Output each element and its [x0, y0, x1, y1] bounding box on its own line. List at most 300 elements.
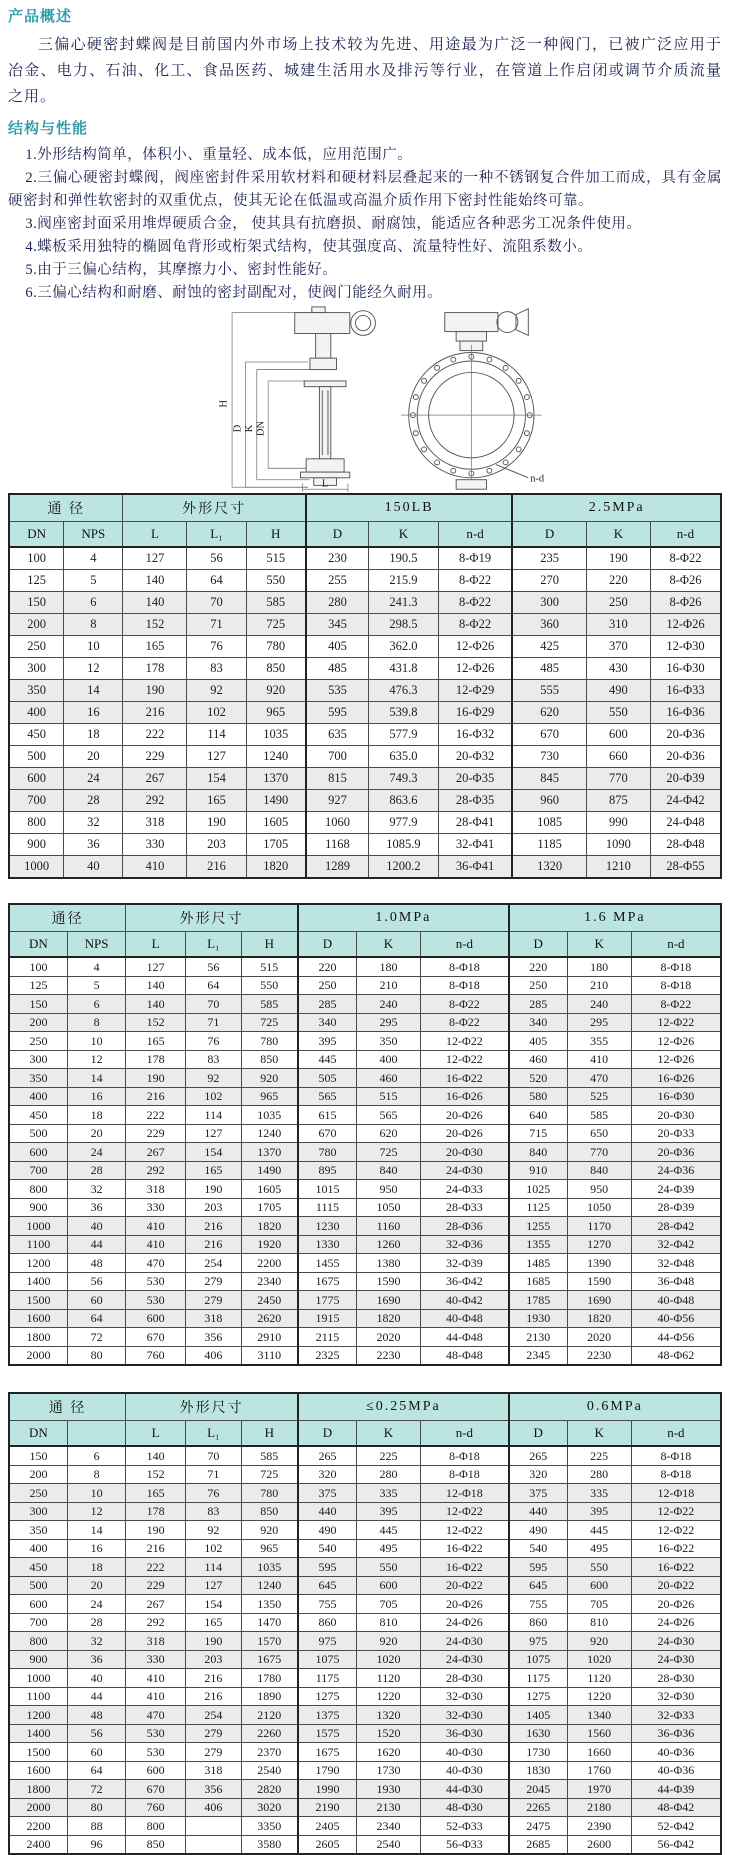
dim-label-h: H: [218, 399, 230, 408]
table-cell: 14: [64, 680, 123, 702]
table-cell: 16: [67, 1087, 125, 1106]
table-cell: 600: [9, 1143, 67, 1162]
table-cell: 8-Φ18: [631, 1446, 721, 1465]
table-cell: 241.3: [369, 592, 439, 614]
table-cell: 254: [186, 1254, 242, 1273]
table-cell: 1820: [567, 1309, 631, 1328]
table-cell: 24-Φ30: [420, 1650, 508, 1669]
table-cell: 1690: [356, 1291, 420, 1310]
table-cell: 375: [509, 1484, 567, 1503]
table-row: [9, 1706, 721, 1725]
table-cell: 550: [241, 976, 298, 995]
dimensions-table-150lb-25mpa: [8, 493, 722, 879]
table-cell: 670: [512, 724, 586, 746]
table-cell: 860: [298, 1613, 356, 1632]
table-cell: 1780: [241, 1669, 298, 1688]
table-cell: 96: [67, 1835, 125, 1854]
column-group-header: 通 径: [9, 494, 123, 522]
table-row: [9, 1687, 721, 1706]
table-cell: 410: [126, 1687, 186, 1706]
table-cell: 1185: [512, 834, 586, 856]
table-cell: 670: [298, 1124, 356, 1143]
table-cell: 863.6: [369, 790, 439, 812]
table-cell: 190: [123, 680, 187, 702]
table-cell: 2325: [298, 1346, 356, 1365]
table-cell: 1675: [298, 1272, 356, 1291]
table-cell: 28-Φ36: [420, 1217, 508, 1236]
table-cell: 2130: [509, 1328, 567, 1347]
table-cell: 2820: [241, 1780, 298, 1799]
column-header: n-d: [420, 932, 508, 958]
table-row: [9, 976, 721, 995]
table-row: [9, 1346, 721, 1365]
table-cell: 229: [126, 1124, 186, 1143]
table-cell: 965: [246, 702, 306, 724]
table-cell: 1620: [356, 1743, 420, 1762]
dim-label-k: K: [244, 424, 256, 433]
table-cell: 515: [246, 547, 306, 570]
table-cell: 52-Φ42: [631, 1817, 721, 1836]
table-cell: 279: [186, 1724, 242, 1743]
table-cell: 165: [186, 1613, 242, 1632]
column-group-header: 通 径: [9, 1393, 126, 1421]
table-cell: 1590: [356, 1272, 420, 1291]
table-cell: 32: [64, 812, 123, 834]
table-cell: 585: [241, 995, 298, 1014]
table-cell: 530: [126, 1724, 186, 1743]
column-header: K: [567, 932, 631, 958]
table-cell: 555: [512, 680, 586, 702]
table-row: [9, 1198, 721, 1217]
table-cell: 180: [356, 957, 420, 976]
table-cell: 370: [586, 636, 650, 658]
table-cell: 440: [509, 1502, 567, 1521]
table-cell: 977.9: [369, 812, 439, 834]
table-cell: 1020: [356, 1650, 420, 1669]
table-row: [9, 1835, 721, 1854]
table-cell: 32-Φ30: [420, 1706, 508, 1725]
table-cell: 1990: [298, 1780, 356, 1799]
table-cell: 216: [186, 1687, 242, 1706]
table-cell: 40: [64, 856, 123, 879]
table-cell: 44-Φ30: [420, 1780, 508, 1799]
table-cell: 595: [509, 1558, 567, 1577]
table-cell: 1570: [241, 1632, 298, 1651]
table-cell: 32-Φ30: [631, 1687, 721, 1706]
table-cell: 44-Φ39: [631, 1780, 721, 1799]
table-cell: 5: [67, 976, 125, 995]
table-cell: 280: [306, 592, 369, 614]
table-cell: 1915: [298, 1309, 356, 1328]
table-cell: 16-Φ22: [420, 1539, 508, 1558]
table-cell: 6: [67, 1446, 125, 1465]
table-cell: 8-Φ22: [650, 547, 721, 570]
table-cell: 16-Φ32: [438, 724, 512, 746]
table-cell: 1340: [567, 1706, 631, 1725]
table-cell: 330: [126, 1650, 186, 1669]
table-cell: 1168: [306, 834, 369, 856]
column-header: K: [356, 932, 420, 958]
feature-list: [8, 144, 722, 305]
table-cell: 36-Φ30: [420, 1724, 508, 1743]
table-row: [9, 724, 721, 746]
column-header: K: [567, 1421, 631, 1447]
table-cell: 48-Φ30: [420, 1798, 508, 1817]
valve-technical-drawing: [155, 305, 575, 493]
table-row: [9, 1798, 721, 1817]
table-cell: 406: [186, 1346, 242, 1365]
table-row: [9, 1539, 721, 1558]
table-cell: 12-Φ18: [420, 1484, 508, 1503]
table-cell: 203: [186, 1198, 242, 1217]
table-cell: 190: [186, 1632, 242, 1651]
table-cell: 8: [67, 1465, 125, 1484]
table-cell: 190: [186, 1180, 242, 1199]
table-cell: 780: [246, 636, 306, 658]
column-header: n-d: [650, 522, 721, 548]
table-cell: 127: [126, 957, 186, 976]
table-cell: 2130: [356, 1798, 420, 1817]
table-cell: 36-Φ48: [631, 1272, 721, 1291]
table-cell: 620: [356, 1124, 420, 1143]
table-cell: 12: [67, 1502, 125, 1521]
table-cell: 235: [512, 547, 586, 570]
table-cell: 40-Φ30: [420, 1743, 508, 1762]
table-row: [9, 1013, 721, 1032]
table-cell: 2620: [241, 1309, 298, 1328]
table-cell: 600: [586, 724, 650, 746]
table-cell: 445: [356, 1521, 420, 1540]
table-cell: 2230: [567, 1346, 631, 1365]
column-header: D: [306, 522, 369, 548]
column-header: H: [241, 1421, 298, 1447]
table-cell: 2910: [241, 1328, 298, 1347]
feature-item-2: 2.三偏心硬密封蝶阀，阀座密封件采用软材料和硬材料层叠起来的一种不锈钢复合件加工而成，具有金属硬密封和弹性软密封的双重优点，使其无论在低温或高温介质作用下密封性能始终可靠。: [8, 170, 722, 209]
table-cell: 8-Φ19: [438, 547, 512, 570]
table-cell: 700: [9, 1161, 67, 1180]
table-cell: 28-Φ41: [438, 812, 512, 834]
table-cell: 48: [67, 1706, 125, 1725]
table-cell: 70: [187, 592, 246, 614]
column-header: DN: [9, 1421, 67, 1447]
table-cell: 1085: [512, 812, 586, 834]
table-cell: 1685: [509, 1272, 567, 1291]
column-group-header: 150LB: [306, 494, 512, 522]
table-cell: 400: [9, 1539, 67, 1558]
table-cell: 127: [187, 746, 246, 768]
column-header: D: [509, 932, 567, 958]
column-group-header: 2.5MPa: [512, 494, 721, 522]
table-cell: 1400: [9, 1272, 67, 1291]
dim-label-nd: n-d: [530, 473, 545, 485]
table-cell: 725: [356, 1143, 420, 1162]
table-cell: 80: [67, 1346, 125, 1365]
table-cell: [186, 1835, 242, 1854]
table-cell: 356: [186, 1328, 242, 1347]
table-cell: 445: [567, 1521, 631, 1540]
table-cell: 114: [187, 724, 246, 746]
table-cell: 16-Φ33: [650, 680, 721, 702]
table-cell: 36: [64, 834, 123, 856]
table-cell: 12-Φ26: [631, 1032, 721, 1051]
column-group-header: 外形尺寸: [126, 1393, 298, 1421]
table-cell: 12-Φ26: [631, 1050, 721, 1069]
column-header: n-d: [631, 1421, 721, 1447]
table-cell: 102: [186, 1539, 242, 1558]
table-cell: 40-Φ36: [631, 1743, 721, 1762]
table-cell: 265: [298, 1446, 356, 1465]
table-cell: 1800: [9, 1780, 67, 1799]
table-cell: 400: [9, 1087, 67, 1106]
table-cell: 406: [186, 1798, 242, 1817]
table-cell: 875: [586, 790, 650, 812]
table-cell: 600: [567, 1576, 631, 1595]
column-group-header: 0.6MPa: [509, 1393, 721, 1421]
column-header: n-d: [438, 522, 512, 548]
table-cell: 14: [67, 1069, 125, 1088]
table-cell: 700: [9, 1613, 67, 1632]
table-cell: 28-Φ33: [420, 1198, 508, 1217]
table-cell: 495: [356, 1539, 420, 1558]
table-cell: 920: [246, 680, 306, 702]
table-cell: 550: [246, 570, 306, 592]
table-cell: 1605: [241, 1180, 298, 1199]
table-cell: 580: [509, 1087, 567, 1106]
table-cell: 1400: [9, 1724, 67, 1743]
table-row: [9, 1309, 721, 1328]
table-cell: 127: [186, 1124, 242, 1143]
table-cell: 440: [298, 1502, 356, 1521]
table-cell: 295: [356, 1013, 420, 1032]
table-cell: 8-Φ26: [650, 592, 721, 614]
table-cell: 550: [586, 702, 650, 724]
table-cell: 470: [126, 1254, 186, 1273]
table-cell: 165: [123, 636, 187, 658]
table-cell: 760: [126, 1798, 186, 1817]
table-cell: 83: [186, 1502, 242, 1521]
table-cell: 1120: [356, 1669, 420, 1688]
table-cell: 335: [356, 1484, 420, 1503]
table-cell: 1115: [298, 1198, 356, 1217]
table-cell: 318: [126, 1180, 186, 1199]
table-cell: 318: [186, 1761, 242, 1780]
table-cell: 2020: [567, 1328, 631, 1347]
table-cell: 490: [586, 680, 650, 702]
table-cell: 2390: [567, 1817, 631, 1836]
table-cell: 2020: [356, 1328, 420, 1347]
table-cell: 1015: [298, 1180, 356, 1199]
table-cell: 71: [186, 1013, 242, 1032]
table-cell: 8-Φ18: [420, 1446, 508, 1465]
table-cell: 2340: [356, 1817, 420, 1836]
table-cell: 1320: [512, 856, 586, 879]
table-cell: 815: [306, 768, 369, 790]
table-cell: 36-Φ42: [420, 1272, 508, 1291]
table-cell: 860: [509, 1613, 567, 1632]
table-row: [9, 1761, 721, 1780]
table-cell: 56: [187, 547, 246, 570]
table-cell: 350: [9, 1521, 67, 1540]
table-cell: 12: [67, 1050, 125, 1069]
table-row: [9, 1502, 721, 1521]
table-cell: 2605: [298, 1835, 356, 1854]
table-cell: 4: [64, 547, 123, 570]
table-cell: 250: [9, 636, 64, 658]
column-header: H: [246, 522, 306, 548]
table-cell: 1035: [241, 1558, 298, 1577]
table-cell: 36-Φ41: [438, 856, 512, 879]
table-cell: 285: [509, 995, 567, 1014]
table-cell: 88: [67, 1817, 125, 1836]
table-cell: 154: [187, 768, 246, 790]
table-cell: 320: [509, 1465, 567, 1484]
table-cell: 64: [186, 976, 242, 995]
dimensions-table-025mpa-06mpa: [8, 1392, 722, 1855]
table-cell: 20-Φ30: [420, 1143, 508, 1162]
table-cell: 10: [67, 1484, 125, 1503]
table-cell: 2600: [567, 1835, 631, 1854]
table-cell: 254: [186, 1706, 242, 1725]
table-row: [9, 702, 721, 724]
table-cell: 8-Φ18: [420, 976, 508, 995]
overview-section-title: 产品概述: [8, 9, 73, 25]
table-cell: 645: [298, 1576, 356, 1595]
table-cell: 150: [9, 1446, 67, 1465]
table-cell: 780: [241, 1484, 298, 1503]
table-cell: 975: [298, 1632, 356, 1651]
table-cell: 1000: [9, 856, 64, 879]
dim-label-d: D: [232, 424, 244, 433]
table-cell: 755: [298, 1595, 356, 1614]
table-row: [9, 1817, 721, 1836]
table-cell: 320: [298, 1465, 356, 1484]
table-cell: 460: [509, 1050, 567, 1069]
table-cell: 725: [241, 1465, 298, 1484]
table-row: [9, 614, 721, 636]
table-cell: 1375: [298, 1706, 356, 1725]
table-cell: 1675: [298, 1743, 356, 1762]
table-cell: 2190: [298, 1798, 356, 1817]
table-cell: 12-Φ22: [631, 1013, 721, 1032]
table-cell: 900: [9, 1198, 67, 1217]
table-cell: 44-Φ56: [631, 1328, 721, 1347]
table-cell: 76: [186, 1484, 242, 1503]
table-cell: 20: [64, 746, 123, 768]
table-row: [9, 856, 721, 879]
table-cell: 520: [509, 1069, 567, 1088]
table-cell: 24: [67, 1143, 125, 1162]
feature-item-1: 1.外形结构简单，体积小、重量轻、成本低，应用范围广。: [25, 147, 413, 163]
table-cell: 450: [9, 1558, 67, 1577]
table-cell: 56-Φ33: [420, 1835, 508, 1854]
table-cell: 12-Φ22: [420, 1050, 508, 1069]
table-row: [9, 790, 721, 812]
table-cell: 990: [586, 812, 650, 834]
table-cell: 40-Φ48: [631, 1291, 721, 1310]
table-cell: 670: [126, 1328, 186, 1347]
table-cell: 780: [241, 1032, 298, 1051]
table-cell: 2540: [356, 1835, 420, 1854]
table-cell: 1380: [356, 1254, 420, 1273]
table-row: [9, 834, 721, 856]
table-cell: 210: [567, 976, 631, 995]
table-row: [9, 1069, 721, 1088]
table-cell: 40-Φ42: [420, 1291, 508, 1310]
table-cell: 8-Φ18: [631, 957, 721, 976]
table-cell: 1600: [9, 1309, 67, 1328]
table-cell: 395: [356, 1502, 420, 1521]
table-cell: 100: [9, 957, 67, 976]
table-cell: 24-Φ30: [631, 1650, 721, 1669]
table-cell: 430: [586, 658, 650, 680]
table-row: [9, 680, 721, 702]
table-cell: 250: [9, 1484, 67, 1503]
table-cell: 14: [67, 1521, 125, 1540]
table-cell: 125: [9, 976, 67, 995]
table-cell: 24-Φ36: [631, 1161, 721, 1180]
table-cell: 72: [67, 1780, 125, 1799]
table-cell: 530: [126, 1272, 186, 1291]
table-cell: 1760: [567, 1761, 631, 1780]
table-cell: 20-Φ26: [420, 1124, 508, 1143]
table-cell: 2340: [241, 1272, 298, 1291]
table-cell: 40: [67, 1217, 125, 1236]
table-row: [9, 1613, 721, 1632]
table-cell: 318: [186, 1309, 242, 1328]
table-cell: 280: [567, 1465, 631, 1484]
table-cell: 2450: [241, 1291, 298, 1310]
table-cell: 525: [567, 1087, 631, 1106]
table-cell: 350: [9, 680, 64, 702]
table-cell: 48-Φ62: [631, 1346, 721, 1365]
table-row: [9, 1143, 721, 1162]
table-cell: 16-Φ22: [420, 1558, 508, 1577]
table-cell: 83: [186, 1050, 242, 1069]
table-cell: 1100: [9, 1235, 67, 1254]
table-cell: 203: [186, 1650, 242, 1669]
table-cell: 36: [67, 1650, 125, 1669]
table-cell: 1025: [509, 1180, 567, 1199]
table-cell: 1690: [567, 1291, 631, 1310]
table-cell: 200: [9, 1465, 67, 1484]
table-row: [9, 1780, 721, 1799]
table-cell: 12-Φ26: [438, 636, 512, 658]
table-cell: 850: [241, 1502, 298, 1521]
table-cell: 229: [123, 746, 187, 768]
table-cell: 577.9: [369, 724, 439, 746]
table-row: [9, 1254, 721, 1273]
table-cell: 48: [67, 1254, 125, 1273]
table-cell: 216: [126, 1539, 186, 1558]
table-cell: 585: [241, 1446, 298, 1465]
table-cell: 300: [9, 1502, 67, 1521]
table-row: [9, 1124, 721, 1143]
table-cell: 565: [356, 1106, 420, 1125]
table-cell: 178: [126, 1050, 186, 1069]
table-cell: 16-Φ22: [631, 1539, 721, 1558]
table-cell: 20-Φ30: [631, 1106, 721, 1125]
table-cell: 12-Φ22: [420, 1502, 508, 1521]
table-cell: 705: [356, 1595, 420, 1614]
table-cell: 8-Φ22: [420, 995, 508, 1014]
table-cell: 8: [67, 1013, 125, 1032]
table-cell: 300: [9, 1050, 67, 1069]
table-row: [9, 1272, 721, 1291]
table-cell: 490: [509, 1521, 567, 1540]
table-cell: 114: [186, 1106, 242, 1125]
table-cell: 83: [187, 658, 246, 680]
table-cell: 1390: [567, 1254, 631, 1273]
